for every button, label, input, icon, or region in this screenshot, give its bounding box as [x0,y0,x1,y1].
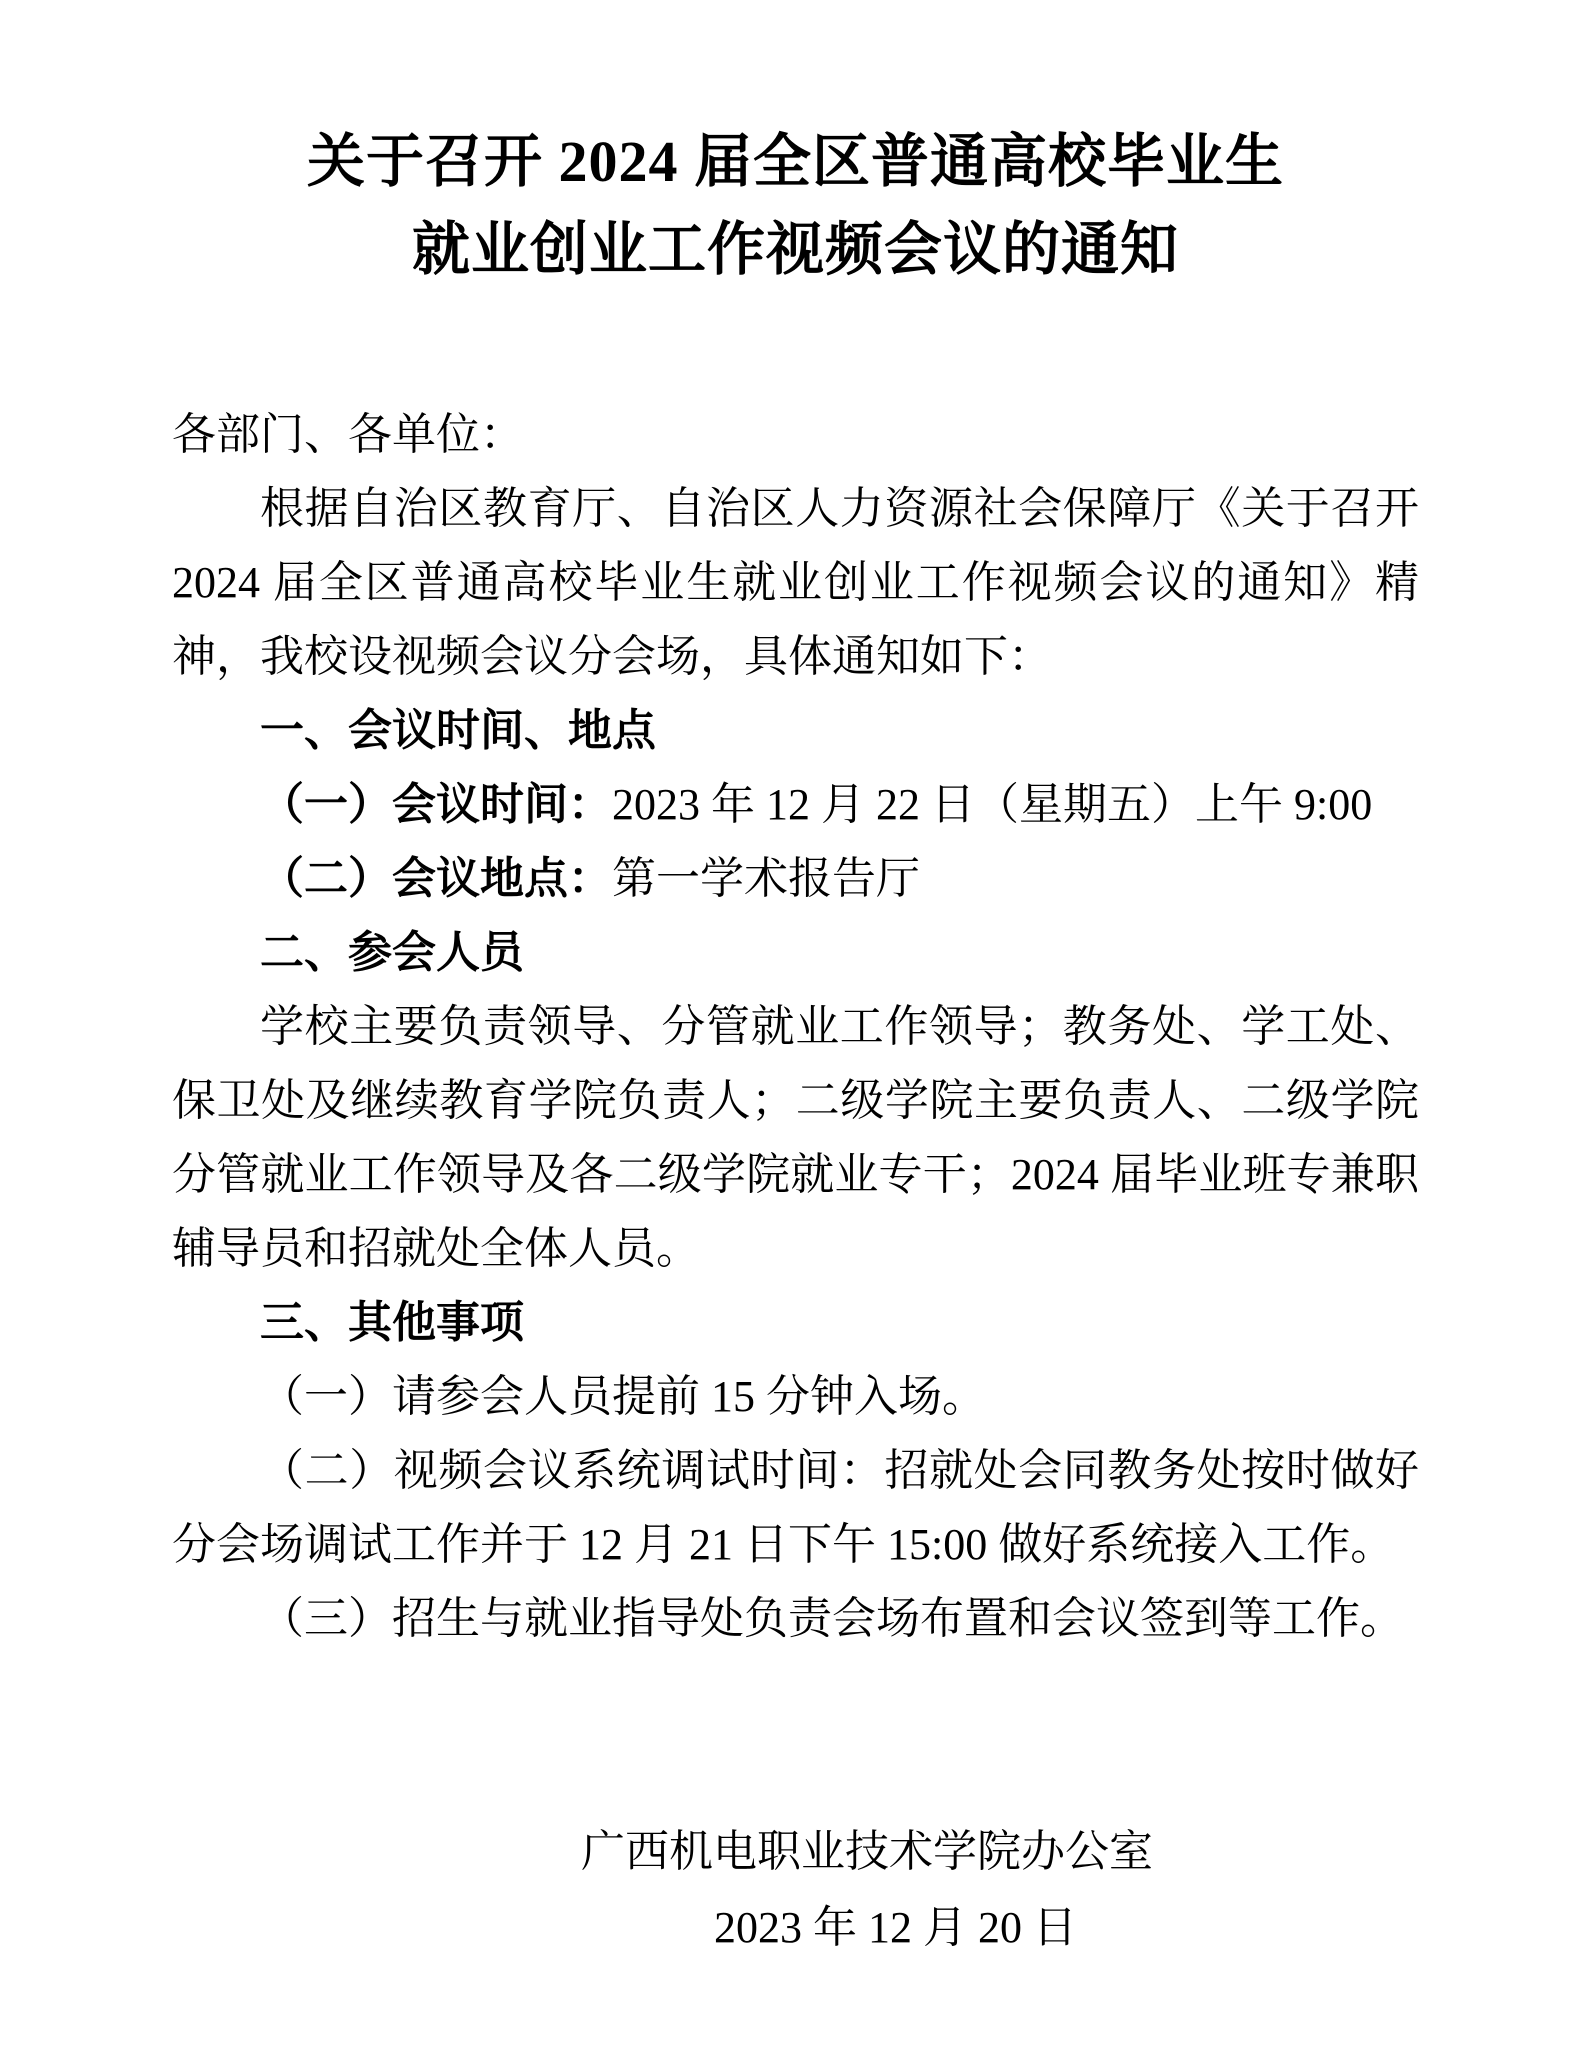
meeting-place-item [172,842,1419,916]
meeting-time-value: 2023 年 12 月 22 日（星期五）上午 9:00 [612,780,1373,829]
other-item-3: （三）招生与就业指导处负责会场布置和会议签到等工作。 [260,1594,1404,1643]
title-line-1: 关于召开 2024 届全区普通高校毕业生 [306,129,1284,194]
signature-org: 广西机电职业技术学院办公室 [581,1827,1153,1876]
title-line-2: 就业创业工作视频会议的通知 [411,217,1179,282]
section-3-heading: 三、其他事项 [260,1298,524,1347]
attendees-paragraph: 学校主要负责领导、分管就业工作领导；教务处、学工处、保卫处及继续教育学院负责人；二级学院主要负责人、二级学院分管就业工作领导及各二级学院就业专干；2024 届毕业班专兼职辅导员和招就处全体人员。 [172,1002,1419,1273]
intro-paragraph: 根据自治区教育厅、自治区人力资源社会保障厅《关于召开 2024 届全区普通高校毕业生就业创业工作视频会议的通知》精神，我校设视频会议分会场，具体通知如下： [172,484,1419,681]
section-2-heading: 二、参会人员 [260,928,524,977]
meeting-time-item [172,768,1419,842]
other-item-2: （二）视频会议系统调试时间：招就处会同教务处按时做好分会场调试工作并于 12 月 21 日下午 15:00 做好系统接入工作。 [172,1446,1419,1569]
salutation: 各部门、各单位： [172,410,524,459]
meeting-place-label: （二）会议地点： [260,854,612,903]
document-title [172,118,1419,294]
section-1-heading: 一、会议时间、地点 [260,706,656,755]
signature-block [172,1814,1419,1966]
document-body [172,398,1419,1656]
meeting-time-label: （一）会议时间： [260,780,612,829]
other-item-1: （一）请参会人员提前 15 分钟入场。 [260,1372,986,1421]
meeting-place-value: 第一学术报告厅 [612,854,920,903]
signature-date: 2023 年 12 月 20 日 [714,1903,1077,1952]
